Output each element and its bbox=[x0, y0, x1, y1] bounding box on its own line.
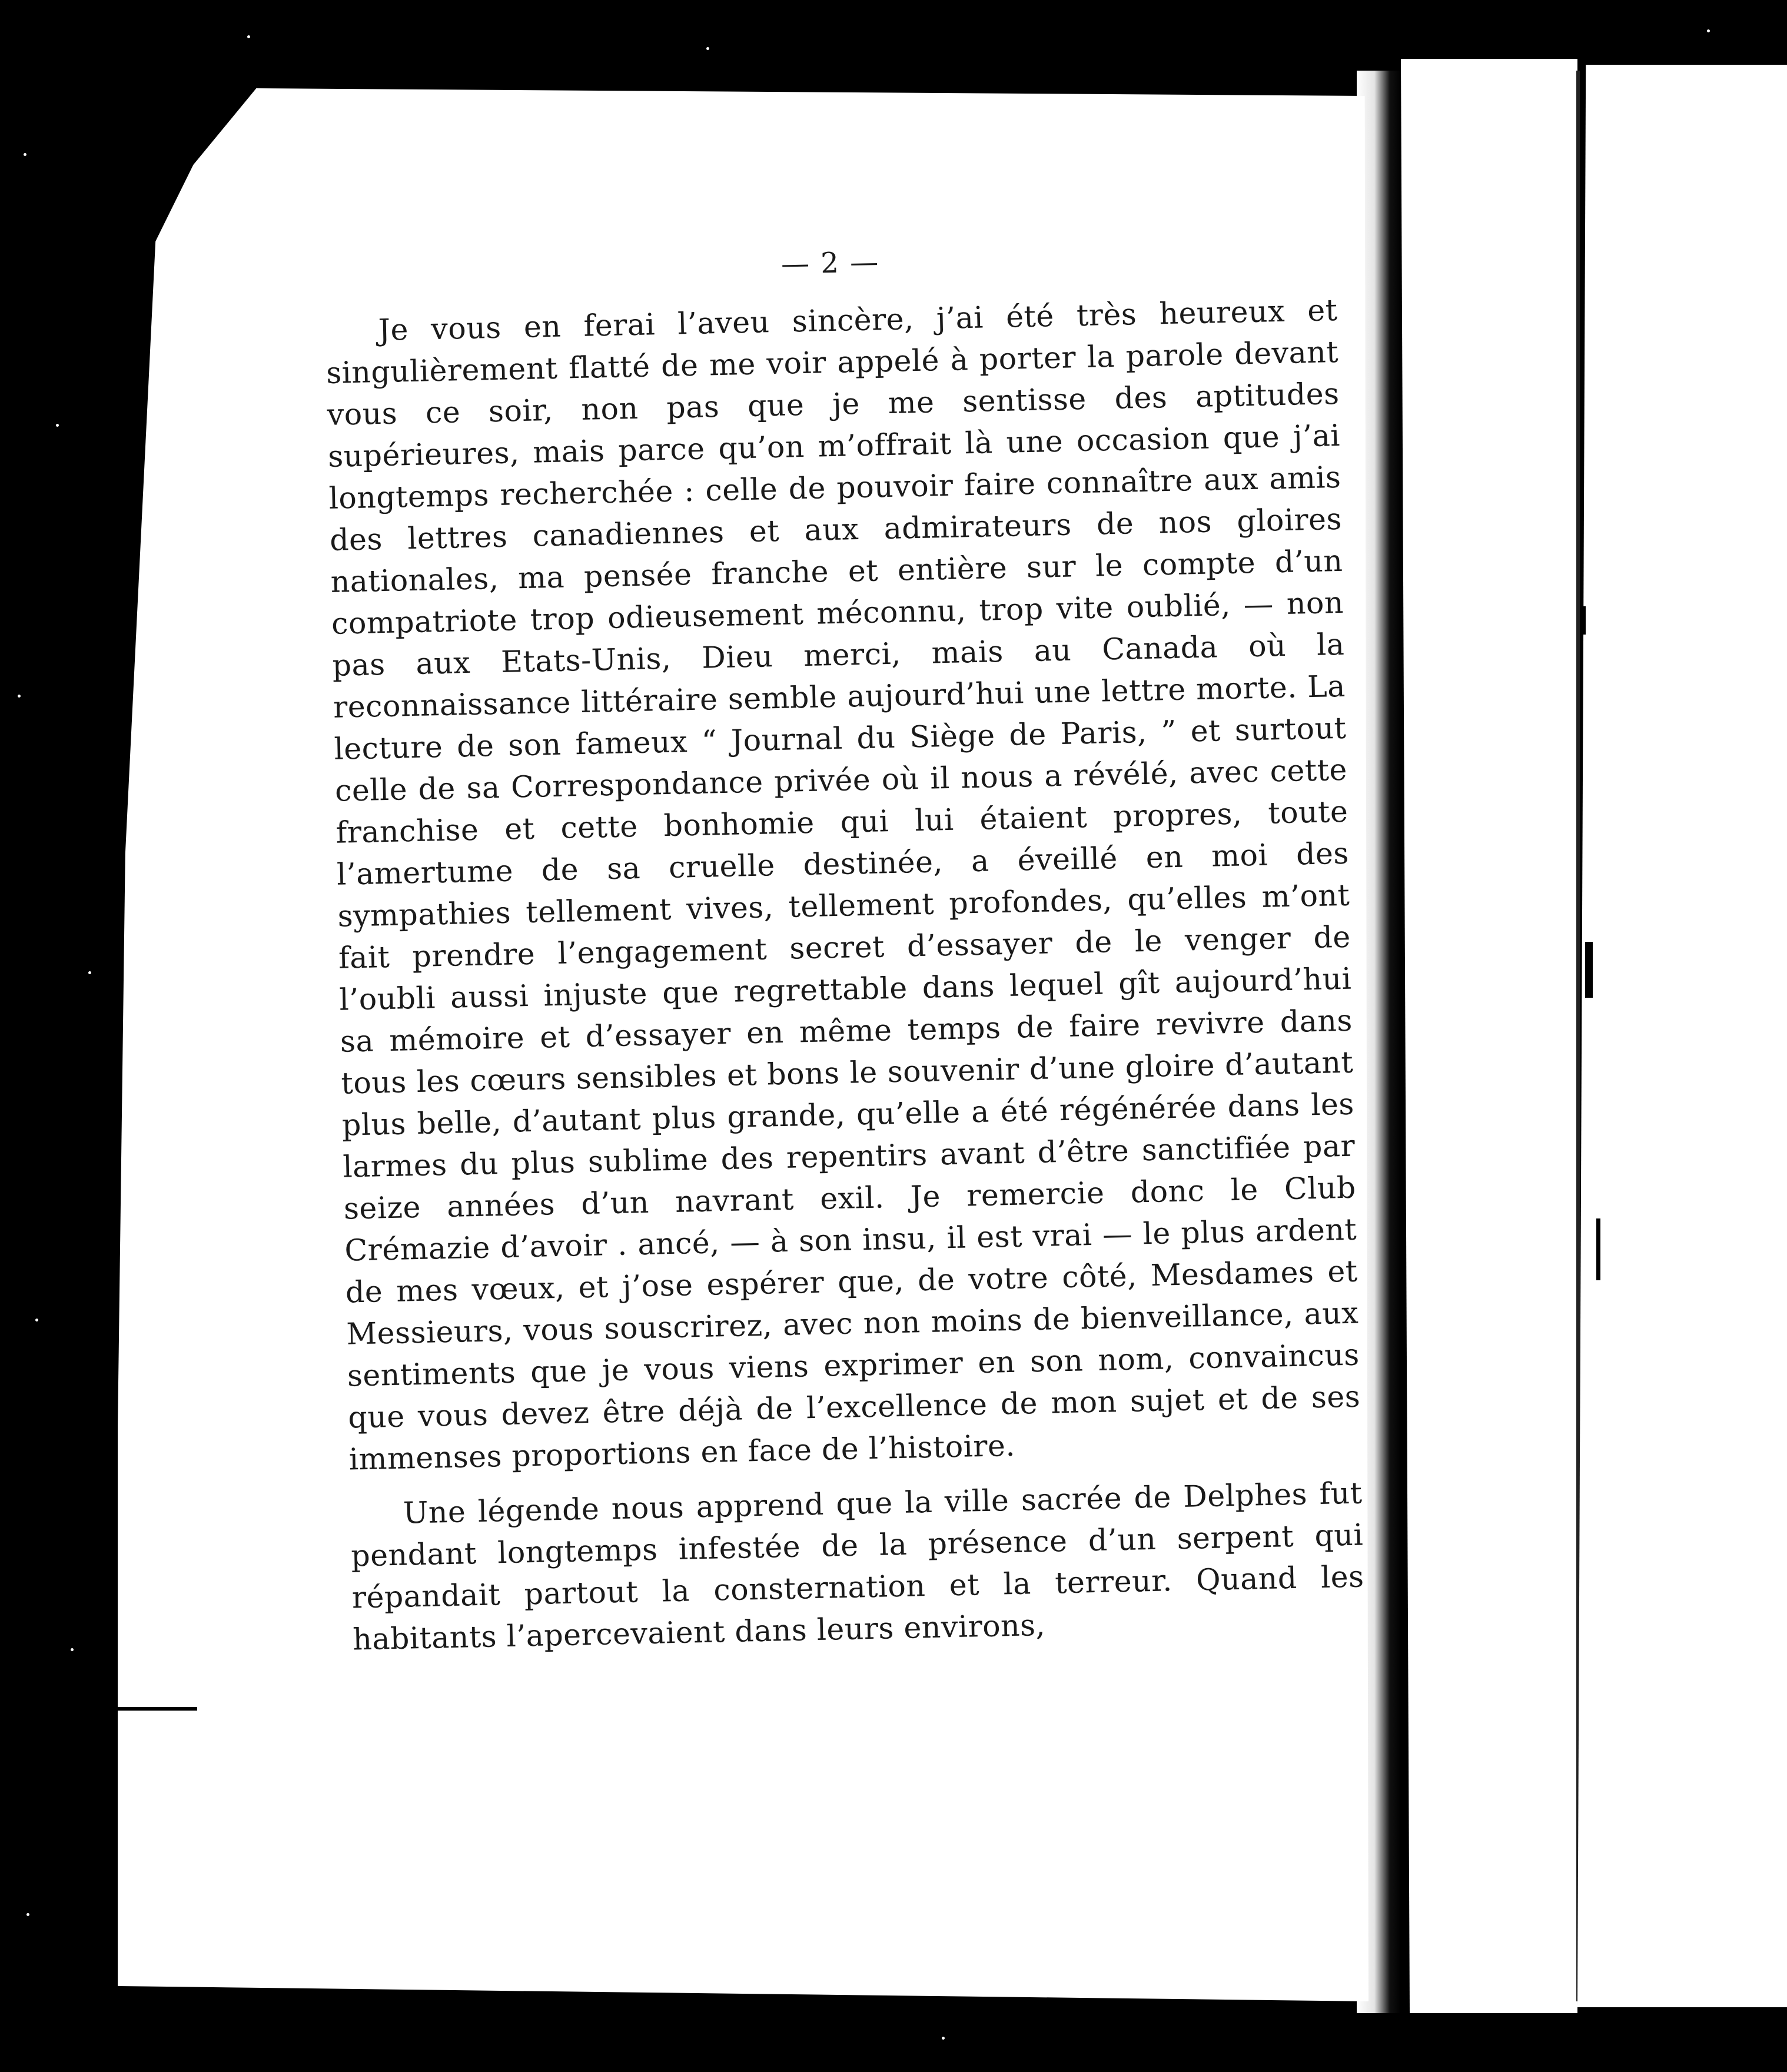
scan-speck bbox=[88, 971, 91, 974]
scan-speck bbox=[1707, 29, 1710, 32]
margin-mark bbox=[118, 1707, 197, 1711]
scan-speck bbox=[26, 1913, 29, 1916]
adjacent-page-edge bbox=[1401, 59, 1577, 2013]
scan-speck bbox=[56, 424, 59, 427]
margin-mark bbox=[1585, 942, 1593, 998]
adjacent-page-margin bbox=[1577, 65, 1787, 2007]
page-text bbox=[324, 232, 1366, 1673]
margin-mark bbox=[1581, 606, 1586, 635]
scan-speck bbox=[35, 1319, 38, 1321]
scan-speck bbox=[706, 47, 709, 50]
paragraph: Je vous en ferai l’aveu sincère, j’ai été très heureux et singulièrement flatté de me voir appelé à porter la parole devant vous ce soir, non pas que je me sentisse des aptitudes supérieures, mais parce qu’on m’offrait là une occasion que j’ai longtemps recherchée : celle de pouvoir faire connaître aux amis des lettres canadiennes et aux admirateurs de nos gloires nationales, ma pensée franche et entière sur le compte d’un compatriote trop odieusement méconnu, trop vite oublié, — non pas aux Etats-Unis, Dieu merci, mais au Canada où la reconnaissance littéraire semble aujourd’hui une lettre morte. La lecture de son fameux “ Journal du Siège de Paris, ” et surtout celle de sa Correspondance privée où il nous a révélé, avec cette franchise et cette bonhomie qui lui étaient propres, toute l’amertume de sa cruelle destinée, a éveillé en moi des sympathies tellement vives, tellement profondes, qu’elles m’ont fait prendre l’engagement secret d’essayer de le venger de l’oubli aussi injuste que regrettable dans lequel gît aujourd’hui sa mémoire et d’essayer en même temps de faire revivre dans tous les cœurs sensibles et bons le souvenir d’une gloire d’autant plus belle, d’autant plus grande, qu’elle a été régénérée dans les larmes du plus sublime des repentirs avant d’être sanctifiée par seize années d’un navrant exil. Je remercie donc le Club Crémazie d’avoir . ancé, — à son insu, il est vrai — le plus ardent de mes vœux, et j’ose espérer que, de votre côté, Mesdames et Messieurs, vous souscrirez, avec non moins de bienveillance, aux sentiments que je vous viens exprimer en son nom, convaincus que vous devez être déjà de l’excellence de mon sujet et de ses immenses proportions en face de l’histoire. bbox=[325, 292, 1361, 1477]
margin-mark bbox=[1596, 1218, 1600, 1280]
scan-speck bbox=[71, 1648, 74, 1651]
scan-speck bbox=[24, 153, 26, 156]
scan-speck bbox=[18, 695, 21, 698]
paragraph: Une légende nous apprend que la ville sacrée de Delphes fut pendant longtemps infestée de la présence d’un serpent qui répandait partout la consternation et la terreur. Quand les habitants l’apercevaient dans leurs environs, bbox=[350, 1475, 1365, 1657]
scan-speck bbox=[247, 35, 250, 38]
scan-speck bbox=[942, 2037, 945, 2040]
page-number: — 2 — bbox=[780, 245, 880, 281]
